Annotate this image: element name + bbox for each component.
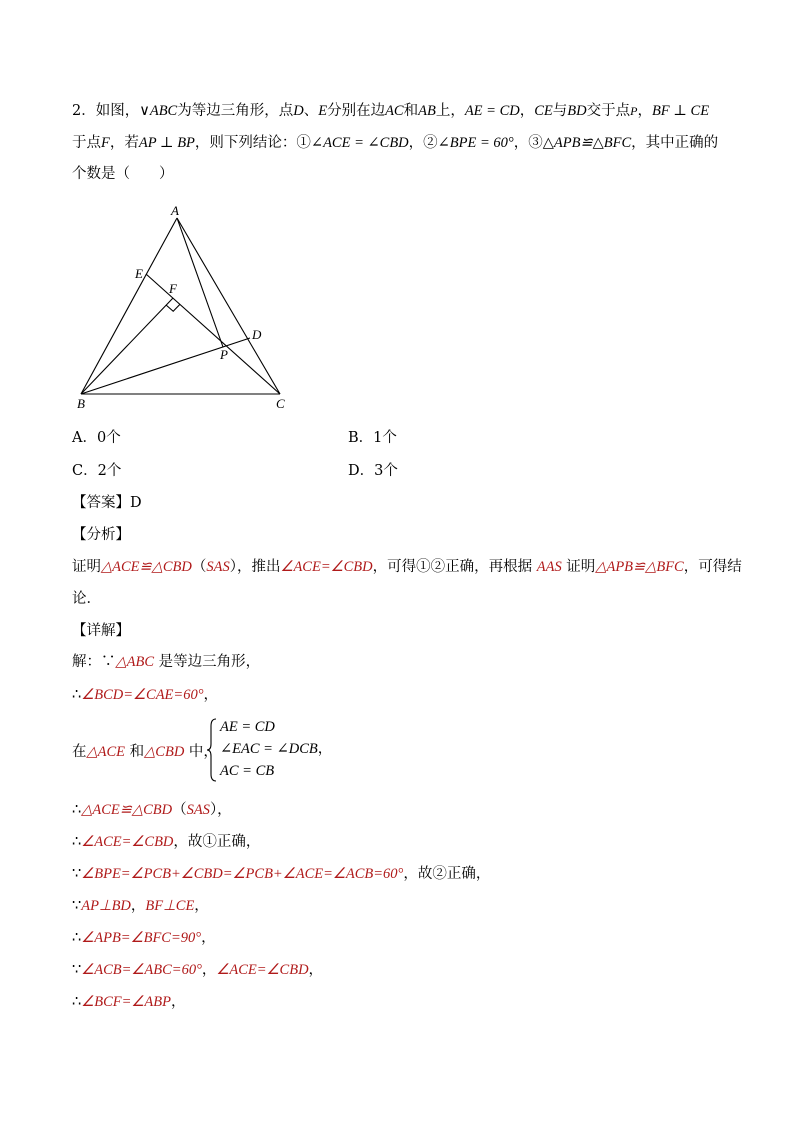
analysis-label: 【分析】 xyxy=(72,527,130,543)
option-a[interactable]: A．0个 xyxy=(72,430,121,446)
detail-step-8: ∴∠APB=∠BFC=90°， xyxy=(72,930,216,946)
detail-step-1: 解：∵△ABC 是等边三角形， xyxy=(72,654,261,670)
detail-label: 【详解】 xyxy=(72,623,130,639)
right-angle-mark xyxy=(166,304,180,311)
analysis-line-1: 证明△ACE≌△CBD（SAS），推出∠ACE=∠CBD，可得①②正确，再根据 AAS 证明△APB≌△BFC，可得结 xyxy=(72,559,742,575)
left-brace xyxy=(206,718,218,782)
segment-BF xyxy=(81,298,173,394)
label-D: D xyxy=(252,327,262,342)
option-d[interactable]: D．3个 xyxy=(348,463,398,479)
answer-line xyxy=(72,493,142,513)
question-number: 2． xyxy=(72,103,96,119)
system-row-2: ∠EAC = ∠DCB， xyxy=(220,741,333,757)
label-A: A xyxy=(171,203,179,218)
detail-step-9: ∵∠ACB=∠ABC=60°，∠ACE=∠CBD， xyxy=(72,962,324,978)
segment-AP xyxy=(177,218,223,347)
triangle-figure xyxy=(72,198,302,413)
detail-step-6: ∵∠BPE=∠PCB+∠CBD=∠PCB+∠ACE=∠ACB=60°，故②正确， xyxy=(72,866,491,882)
option-b[interactable]: B．1个 xyxy=(348,430,397,446)
detail-step-10: ∴∠BCF=∠ABP， xyxy=(72,994,186,1010)
detail-step-7: ∵AP⊥BD，BF⊥CE， xyxy=(72,898,209,914)
answer-value: D xyxy=(130,495,142,511)
label-P: P xyxy=(220,347,228,362)
detail-step-4: ∴△ACE≌△CBD（SAS）， xyxy=(72,802,232,818)
detail-step-5: ∴∠ACE=∠CBD，故①正确， xyxy=(72,834,261,850)
system-row-1: AE = CD xyxy=(220,719,275,735)
question-line-3: 个数是（ ） xyxy=(72,166,174,182)
label-C: C xyxy=(276,396,285,411)
label-F: F xyxy=(169,281,177,296)
system-row-3: AC = CB xyxy=(220,763,275,779)
answer-label: 【答案】 xyxy=(72,495,130,511)
label-B: B xyxy=(77,396,85,411)
label-E: E xyxy=(135,266,143,281)
detail-step-3: 在△ACE 和△CBD 中， xyxy=(72,744,218,760)
segment-AC xyxy=(177,218,280,394)
question-line-1: 2．如图，∨ABC为等边三角形，点D、E分别在边AC和AB上，AE = CD，CE与BD交于点P，BF ⊥ CE xyxy=(72,103,710,119)
question-line-2: 于点F，若AP ⊥ BP，则下列结论：①∠ACE = ∠CBD，②∠BPE = 60°，③△APB≌△BFC，其中正确的 xyxy=(72,135,719,151)
option-c[interactable]: C．2个 xyxy=(72,463,122,479)
segment-AB xyxy=(81,218,177,394)
analysis-line-2: 论． xyxy=(72,591,101,607)
detail-step-2: ∴∠BCD=∠CAE=60°， xyxy=(72,687,218,703)
